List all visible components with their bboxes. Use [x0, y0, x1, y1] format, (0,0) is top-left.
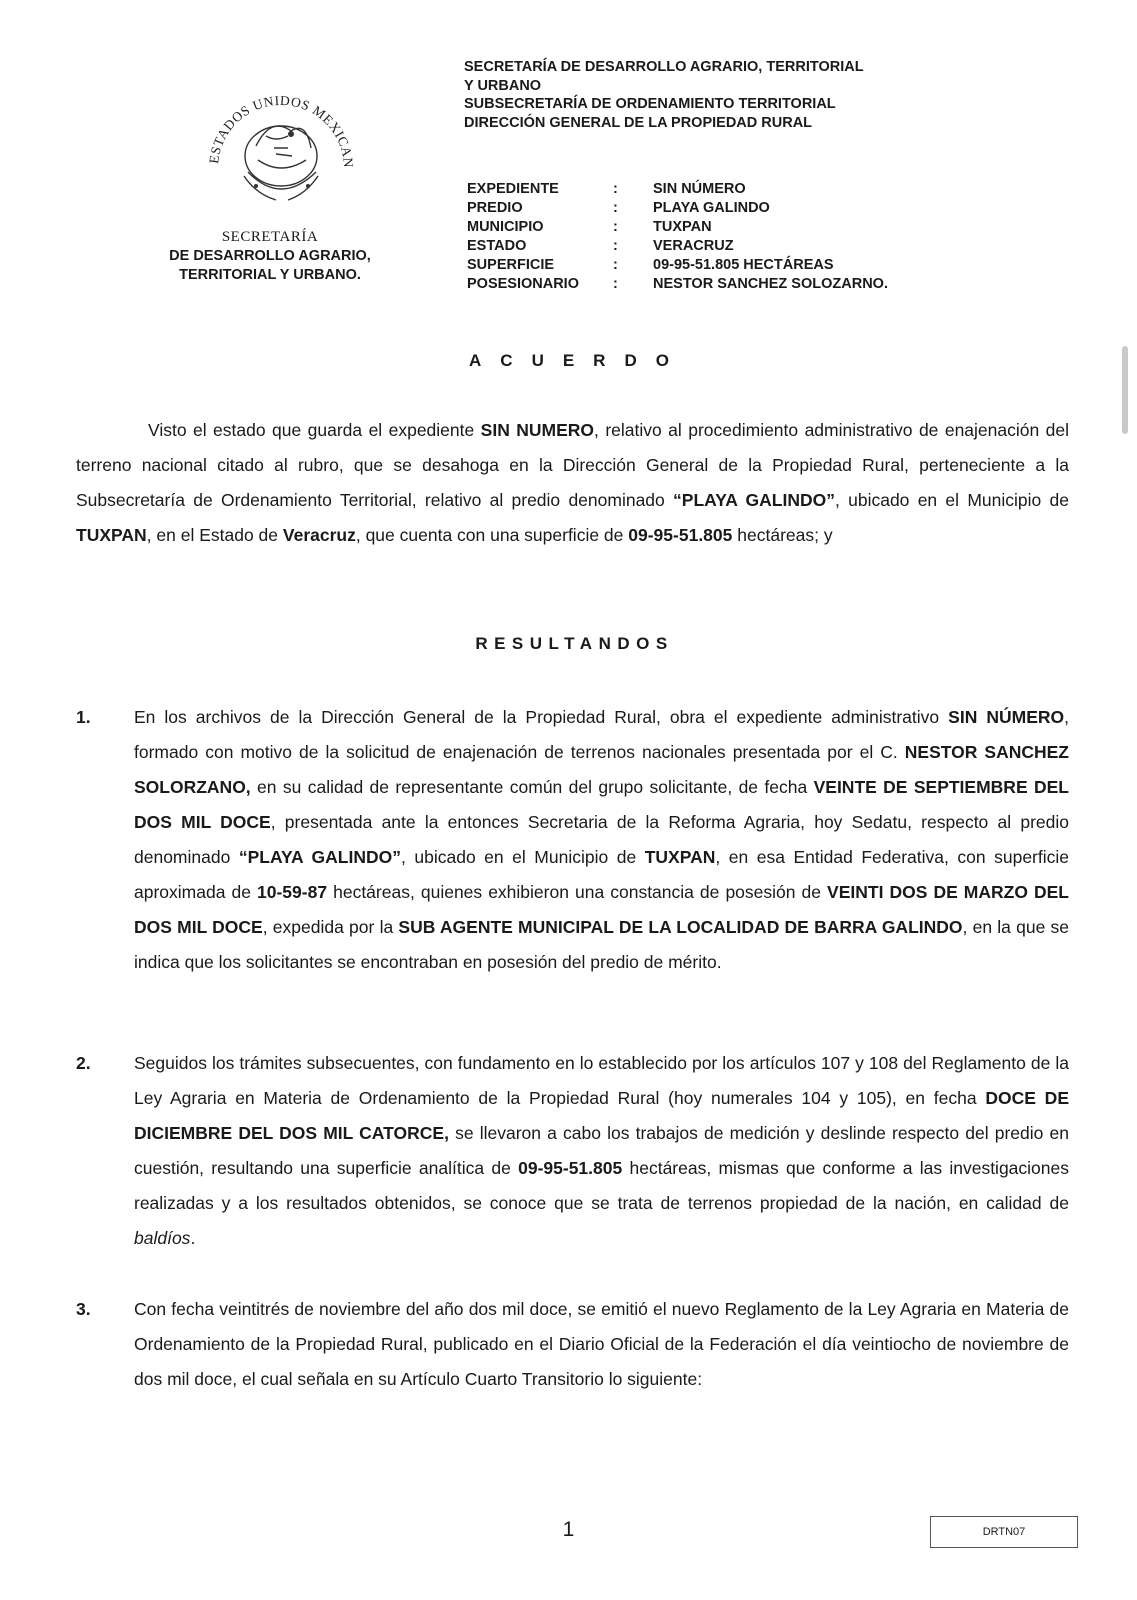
- page-number: 1: [562, 1518, 575, 1541]
- item-paragraph: [134, 1292, 1069, 1397]
- section-title: RESULTANDOS: [475, 634, 674, 653]
- body-text: Visto el estado que guarda el expediente: [148, 420, 481, 440]
- field-separator: :: [613, 257, 618, 273]
- body-text: , formado con motivo de la solicitud de enajenación de terrenos nacionales presentada por el C.: [134, 707, 1070, 762]
- seal-caption: [150, 228, 390, 285]
- body-text: , ubicado en el Municipio de: [401, 847, 645, 867]
- bold-text: DOCE DE DICIEMBRE DEL DOS MIL CATORCE,: [134, 1088, 1069, 1143]
- field-value: SIN NÚMERO: [653, 181, 746, 197]
- field-row: [467, 180, 888, 199]
- field-row: [467, 218, 888, 237]
- bold-text: SIN NÚMERO: [948, 707, 1065, 727]
- document-title: ACUERDO: [469, 351, 688, 370]
- field-label: MUNICIPIO: [467, 219, 544, 235]
- field-value: 09-95-51.805 HECTÁREAS: [653, 257, 834, 273]
- body-text: se llevaron a cabo los trabajos de medición y deslinde respecto del predio en cuestión, resultando una superficie analítica de: [134, 1123, 1069, 1178]
- field-separator: :: [613, 200, 618, 216]
- body-text: en su calidad de representante común del grupo solicitante, de fecha: [250, 777, 814, 797]
- field-value: PLAYA GALINDO: [653, 200, 770, 216]
- field-label: PREDIO: [467, 200, 523, 216]
- item-number: 2.: [76, 1053, 91, 1073]
- body-text: , relativo al procedimiento administrativo de enajenación del terreno nacional citado al rubro, que se desahoga en la Dirección General de la Propiedad Rural, perteneciente a la Subsecretaría de Ordenamiento Territorial, relativo al predio denominado: [76, 420, 1069, 510]
- field-separator: :: [613, 238, 618, 254]
- bold-text: TUXPAN: [644, 847, 716, 867]
- bold-text: Veracruz: [282, 525, 356, 545]
- bold-text: “PLAYA GALINDO”: [673, 490, 835, 510]
- agency-line: SUBSECRETARÍA DE ORDENAMIENTO TERRITORIAL: [464, 96, 836, 112]
- scrollbar-thumb[interactable]: [1122, 346, 1128, 434]
- case-fields: [467, 180, 888, 294]
- bold-text: VEINTE DE SEPTIEMBRE DEL DOS MIL DOCE: [134, 777, 1069, 832]
- bold-text: “PLAYA GALINDO”: [238, 847, 401, 867]
- body-text: , expedida por la: [262, 917, 399, 937]
- bold-text: SUB AGENTE MUNICIPAL DE LA LOCALIDAD DE BARRA GALINDO: [398, 917, 963, 937]
- body-text: hectáreas, quienes exhibieron una constancia de posesión de: [327, 882, 828, 902]
- bold-text: VEINTI DOS DE MARZO DEL DOS MIL DOCE: [134, 882, 1069, 937]
- field-separator: :: [613, 276, 618, 292]
- field-label: EXPEDIENTE: [467, 181, 559, 197]
- body-text: , en esa Entidad Federativa, con superficie aproximada de: [134, 847, 1069, 902]
- field-row: [467, 275, 888, 294]
- bold-text: TUXPAN: [76, 525, 147, 545]
- seal-caption-line: TERRITORIAL Y URBANO.: [179, 267, 361, 283]
- field-label: POSESIONARIO: [467, 276, 579, 292]
- field-separator: :: [613, 181, 618, 197]
- body-text: En los archivos de la Dirección General de la Propiedad Rural, obra el expediente administrativo: [134, 707, 949, 727]
- field-value: NESTOR SANCHEZ SOLOZARNO.: [653, 276, 888, 292]
- field-value: TUXPAN: [653, 219, 712, 235]
- seal-caption-line: SECRETARÍA: [221, 229, 319, 245]
- body-text: , ubicado en el Municipio de: [834, 490, 1069, 510]
- body-text: , presentada ante la entonces Secretaria de la Reforma Agraria, hoy Sedatu, respecto al predio denominado: [134, 812, 1069, 867]
- field-value: VERACRUZ: [653, 238, 734, 254]
- agency-heading: [464, 58, 864, 132]
- body-text: Con fecha veintitrés de noviembre del año dos mil doce, se emitió el nuevo Reglamento de la Ley Agraria en Materia de Ordenamiento de la Propiedad Rural, publicado en el Diario Oficial de la Federación el día veintiocho de noviembre de dos mil doce, el cual señala en su Artículo Cuarto Transitorio lo siguiente:: [134, 1299, 1069, 1389]
- item-number: 1.: [76, 707, 91, 727]
- eagle-seal-icon: [196, 76, 366, 226]
- document-code: DRTN07: [930, 1516, 1078, 1548]
- bold-text: 09-95-51.805: [518, 1158, 623, 1178]
- body-text: , en la que se indica que los solicitantes se encontraban en posesión del predio de mérito.: [134, 917, 1069, 972]
- agency-line: DIRECCIÓN GENERAL DE LA PROPIEDAD RURAL: [464, 114, 813, 131]
- field-row: [467, 256, 888, 275]
- body-text: hectáreas; y: [732, 525, 833, 545]
- field-separator: :: [613, 219, 618, 235]
- bold-text: NESTOR SANCHEZ SOLORZANO,: [134, 742, 1069, 797]
- field-label: ESTADO: [467, 238, 527, 254]
- government-seal: [196, 76, 366, 226]
- body-text: .: [190, 1228, 196, 1248]
- agency-line: Y URBANO: [464, 77, 542, 94]
- bold-text: SIN NUMERO: [480, 420, 595, 440]
- bold-text: 09-95-51.805: [628, 525, 733, 545]
- italic-text: baldíos: [134, 1228, 191, 1248]
- body-text: , que cuenta con una superficie de: [355, 525, 629, 545]
- intro-paragraph: [76, 413, 1069, 553]
- field-row: [467, 237, 888, 256]
- seal-text: ESTADOS UNIDOS MEXICAN: [206, 92, 357, 169]
- item-number: 3.: [76, 1299, 91, 1319]
- agency-line: SECRETARÍA DE DESARROLLO AGRARIO, TERRITORIAL: [464, 59, 864, 75]
- body-text: Seguidos los trámites subsecuentes, con fundamento en lo establecido por los artículos 107 y 108 del Reglamento de la Ley Agraria en Materia de Ordenamiento de la Propiedad Rural (hoy numerales 104 y 105), en fecha: [134, 1053, 1069, 1108]
- seal-caption-line: DE DESARROLLO AGRARIO,: [169, 248, 371, 264]
- item-paragraph: [134, 700, 1069, 980]
- field-label: SUPERFICIE: [467, 257, 555, 273]
- item-paragraph: [134, 1046, 1069, 1256]
- body-text: , en el Estado de: [146, 525, 283, 545]
- field-row: [467, 199, 888, 218]
- bold-text: 10-59-87: [257, 882, 328, 902]
- body-text: hectáreas, mismas que conforme a las investigaciones realizadas y a los resultados obtenidos, se conoce que se trata de terrenos propiedad de la nación, en calidad de: [134, 1158, 1069, 1213]
